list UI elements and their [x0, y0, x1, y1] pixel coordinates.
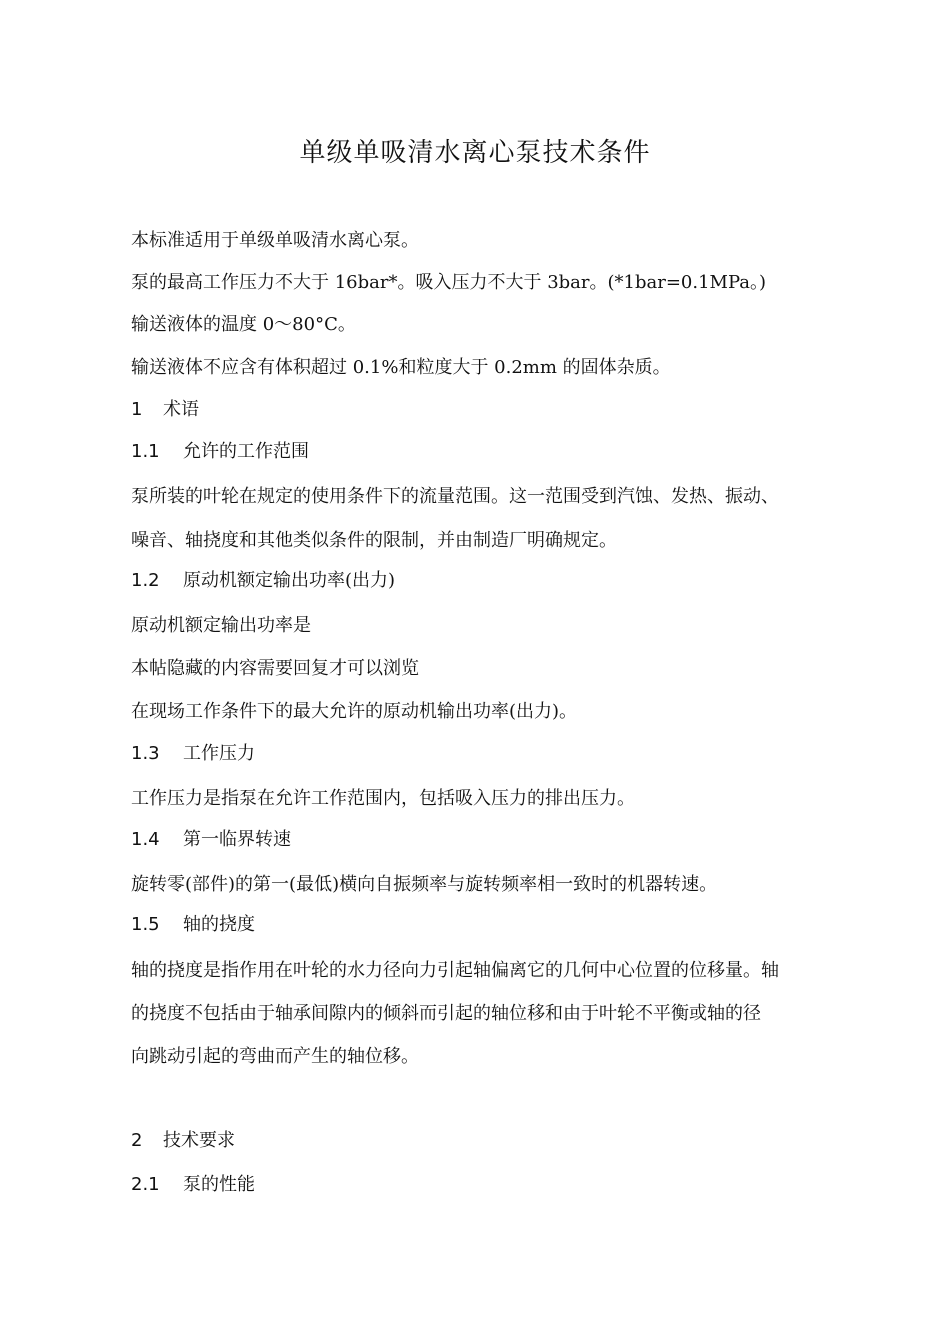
paragraph-line: 旋转零(部件)的第一(最低)横向自振频率与旋转频率相一致时的机器转速。 [131, 874, 718, 895]
section-title: 术语 [163, 399, 199, 420]
intro-line-2: 泵的最高工作压力不大于 16bar*。吸入压力不大于 3bar。(*1bar=0.1MPa。) [131, 272, 767, 293]
paragraph-line: 的挠度不包括由于轴承间隙内的倾斜而引起的轴位移和由于叶轮不平衡或轴的径 [131, 1003, 761, 1024]
paragraph-line: 轴的挠度是指作用在叶轮的水力径向力引起轴偏离它的几何中心位置的位移量。轴 [131, 960, 779, 981]
section-title: 泵的性能 [183, 1174, 255, 1195]
section-title: 第一临界转速 [183, 829, 291, 850]
section-heading-1-2 [131, 569, 831, 593]
hidden-content-notice: 本帖隐藏的内容需要回复才可以浏览 [131, 658, 419, 679]
section-title: 原动机额定输出功率(出力) [183, 570, 396, 591]
section-number: 2 [131, 1130, 143, 1151]
section-number: 2.1 [131, 1174, 160, 1195]
section-heading-1-4 [131, 828, 831, 852]
section-number: 1.1 [131, 441, 160, 462]
paragraph-line: 向跳动引起的弯曲而产生的轴位移。 [131, 1046, 419, 1067]
paragraph-line: 在现场工作条件下的最大允许的原动机输出功率(出力)。 [131, 701, 578, 722]
paragraph-line: 泵所装的叶轮在规定的使用条件下的流量范围。这一范围受到汽蚀、发热、振动、 [131, 486, 779, 507]
section-heading-1-1 [131, 440, 831, 464]
section-title: 允许的工作范围 [183, 441, 309, 462]
section-heading-1-3 [131, 742, 831, 766]
section-heading-1-5 [131, 913, 831, 937]
section-number: 1 [131, 399, 143, 420]
section-number: 1.5 [131, 914, 160, 935]
section-number: 1.4 [131, 829, 160, 850]
page-title: 单级单吸清水离心泵技术条件 [299, 138, 651, 168]
section-heading-2-1 [131, 1173, 831, 1197]
intro-line-1: 本标准适用于单级单吸清水离心泵。 [131, 230, 419, 251]
intro-line-4: 输送液体不应含有体积超过 0.1%和粒度大于 0.2mm 的固体杂质。 [131, 357, 671, 378]
section-number: 1.3 [131, 743, 160, 764]
section-title: 技术要求 [163, 1130, 235, 1151]
section-number: 1.2 [131, 570, 160, 591]
intro-line-3: 输送液体的温度 0～80°C。 [131, 314, 356, 335]
paragraph-line: 噪音、轴挠度和其他类似条件的限制，并由制造厂明确规定。 [131, 530, 617, 551]
paragraph-line: 工作压力是指泵在允许工作范围内，包括吸入压力的排出压力。 [131, 788, 635, 809]
section-title: 轴的挠度 [183, 914, 255, 935]
section-heading-1 [131, 398, 831, 422]
section-heading-2 [131, 1129, 831, 1153]
section-title: 工作压力 [183, 743, 255, 764]
paragraph-line: 原动机额定输出功率是 [131, 615, 311, 636]
